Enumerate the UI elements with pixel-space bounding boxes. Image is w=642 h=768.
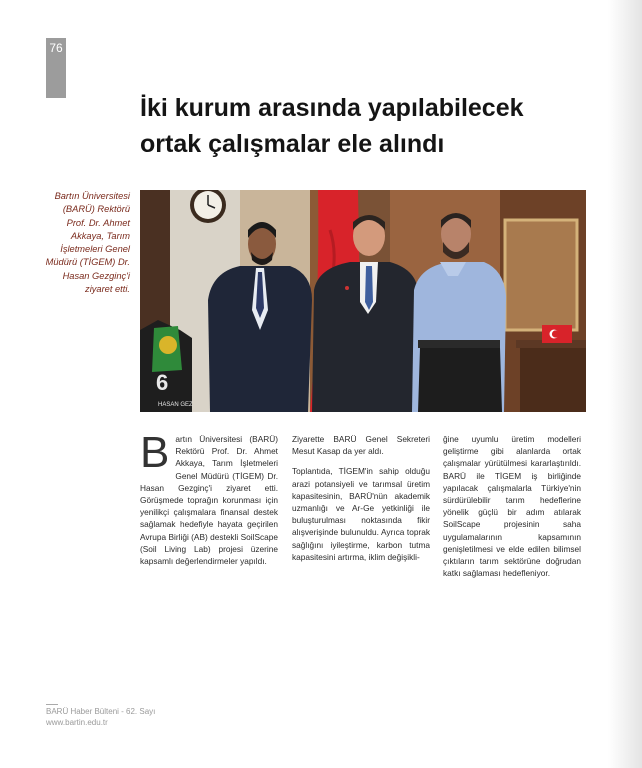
jersey-number: 6 (156, 370, 169, 395)
jersey-name: HASAN GEZ (158, 402, 193, 408)
news-photo (140, 190, 586, 412)
desk-flag (542, 325, 572, 343)
footer-website-link[interactable]: www.bartin.edu.tr (46, 718, 108, 727)
drop-cap: B (140, 428, 170, 477)
article-paragraph: Ziyarette BARÜ Genel Sekreteri Mesut Kasap da yer aldı. (292, 434, 430, 457)
article-paragraph: ğine uyumlu üretim modelleri geliştirme gibi alanlarda ortak çalışmalar yürütülmesi kararlaştırıldı. BARÜ ile TİGEM iş birliğinde yapılacak çalışmalarla Türkiye'nin sürdürülebilir tarım hedeflerine yönelik güçlü bir adım atılarak SoilScape projesinin saha uygulamalarının kapsamının genişletilmesi ve elde edilen bilimsel çıktıların tarım sektörüne doğrudan katkı sağlaması hedefleniyor. (443, 434, 581, 579)
framed-jersey (140, 320, 193, 412)
article-paragraph: artın Üniversitesi (BARÜ) Rektörü Prof. Dr. Ahmet Akkaya, Tarım İşletmeleri Genel Müdürü (TİGEM) Dr. Hasan Gezginç'i ziyaret etti. Görüşmede toprağın korunması için yenilikçi çalışmalara finansal destek sağlamak hedefiyle hayata geçirilen Avrupa Birliği (AB) destekli SoilScape (Soil Living Lab) projesi üzerine kapsamlı değerlendirmeler yapıldı. (140, 434, 278, 567)
page-edge-shadow (608, 0, 642, 768)
footer-issue: BARÜ Haber Bülteni - 62. Sayı (46, 707, 156, 716)
footer-rule (46, 704, 58, 705)
photo-caption: Bartın Üniversitesi (BARÜ) Rektörü Prof. Dr. Ahmet Akkaya, Tarım İşletmeleri Genel Müdürü (TİGEM) Dr. Hasan Gezginç'i ziyaret etti. (45, 191, 130, 295)
article-column-2 (292, 433, 430, 571)
headline-line-1: İki kurum arasında yapılabilecek (140, 94, 524, 122)
headline (140, 90, 610, 162)
article-column-3 (443, 433, 581, 587)
page-number: 76 (49, 41, 63, 55)
footer (46, 706, 155, 728)
article-paragraph: Toplantıda, TİGEM'in sahip olduğu arazi potansiyeli ve tarımsal üretim kapasitesinin, BARÜ'nün akademik uzmanlığı ve Ar-Ge yetkinliği ile buluşturulması noktasında fikir alışverişinde bulunuldu. Ayrıca toprak sağlığını iyileştirme, karbon tutma kapasitesini artırma, iklim değişikli- (292, 466, 430, 562)
photo-illustration (140, 190, 586, 412)
page-number-tab (46, 38, 66, 98)
article-column-1 (140, 428, 278, 575)
headline-line-2: ortak çalışmalar ele alındı (140, 130, 445, 158)
